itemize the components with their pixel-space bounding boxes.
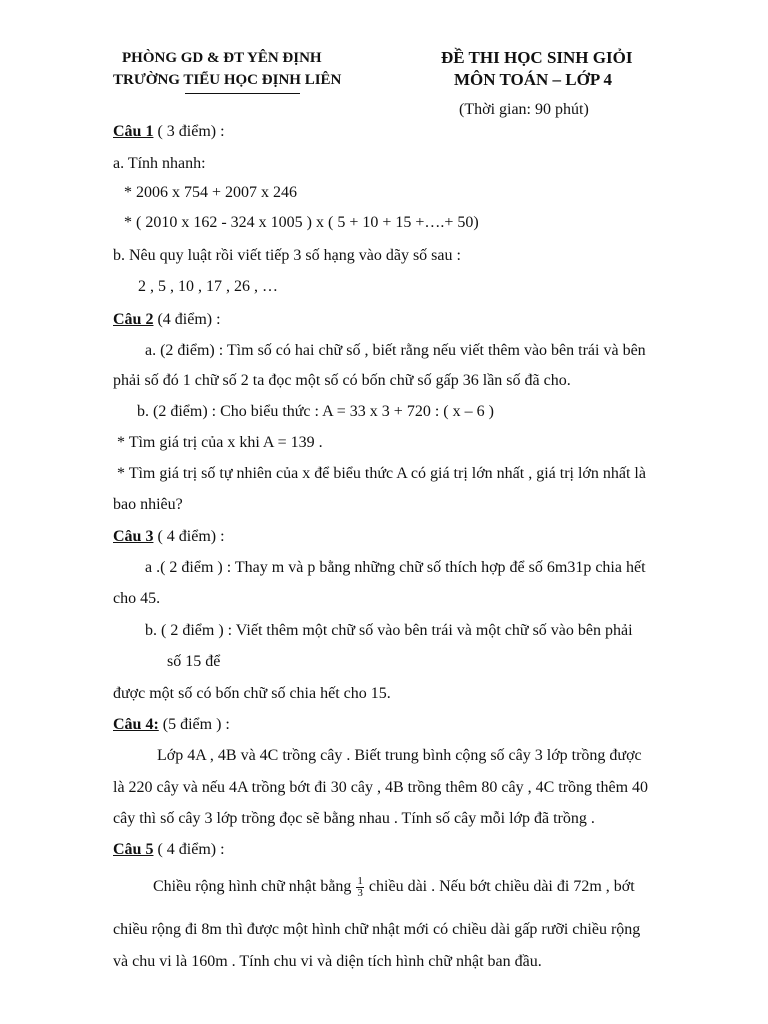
q2-part-a-line2: phải số đó 1 chữ số 2 ta đọc một số có bốn chữ số gấp 36 lần số đã cho. bbox=[113, 372, 571, 389]
q2-points: (4 điểm) : bbox=[153, 311, 221, 328]
q1-expression-1: * 2006 x 754 + 2007 x 246 bbox=[124, 184, 298, 201]
exam-subject: MÔN TOÁN – LỚP 4 bbox=[454, 70, 613, 89]
q2-title: Câu 2 bbox=[113, 311, 154, 328]
q5-title: Câu 5 bbox=[113, 841, 154, 858]
q3-part-a-line1: a .( 2 điểm ) : Thay m và p bằng những chữ số thích hợp để số 6m31p chia hết bbox=[145, 559, 646, 576]
q2-part-a-line1: a. (2 điểm) : Tìm số có hai chữ số , biết rằng nếu viết thêm vào bên trái và bên bbox=[145, 342, 646, 359]
q4-title: Câu 4: bbox=[113, 716, 159, 733]
exam-title: ĐỀ THI HỌC SINH GIỎI bbox=[441, 48, 633, 67]
one-third-fraction bbox=[356, 876, 364, 899]
q5-line3: và chu vi là 160m . Tính chu vi và diện tích hình chữ nhật ban đầu. bbox=[113, 953, 542, 970]
q3-title: Câu 3 bbox=[113, 528, 154, 545]
q1-sequence: 2 , 5 , 10 , 17 , 26 , … bbox=[138, 278, 278, 295]
q3-part-b-line3: được một số có bốn chữ số chia hết cho 15. bbox=[113, 685, 391, 702]
q1-part-a: a. Tính nhanh: bbox=[113, 155, 206, 172]
department-name: PHÒNG GD & ĐT YÊN ĐỊNH bbox=[122, 50, 322, 66]
q3-part-b-line2: số 15 để bbox=[167, 653, 221, 670]
q5-line2: chiều rộng đi 8m thì được một hình chữ nhật mới có chiều dài gấp rưỡi chiều rộng bbox=[113, 921, 641, 938]
q5-points: ( 4 điểm) : bbox=[153, 841, 225, 858]
q2-heading bbox=[113, 310, 221, 330]
school-name: TRƯỜNG TIỂU HỌC ĐỊNH LIÊN bbox=[113, 72, 342, 88]
q5-heading bbox=[113, 840, 225, 860]
q2-part-b-item1: * Tìm giá trị của x khi A = 139 . bbox=[117, 434, 323, 451]
q1-heading bbox=[113, 122, 225, 142]
q5-line1-end: chiều dài . Nếu bớt chiều dài đi 72m , bớt bbox=[368, 878, 635, 895]
q2-part-b: b. (2 điểm) : Cho biểu thức : A = 33 x 3 + 720 : ( x – 6 ) bbox=[137, 403, 494, 420]
q3-part-b-line1: b. ( 2 điểm ) : Viết thêm một chữ số vào bên trái và một chữ số vào bên phải bbox=[145, 622, 633, 639]
q1-expression-2: * ( 2010 x 162 - 324 x 1005 ) x ( 5 + 10 + 15 +….+ 50) bbox=[124, 214, 479, 231]
q4-line2: là 220 cây và nếu 4A trồng bớt đi 30 cây , 4B trồng thêm 80 cây , 4C trồng thêm 40 bbox=[113, 779, 649, 796]
q3-points: ( 4 điểm) : bbox=[153, 528, 225, 545]
q1-part-b: b. Nêu quy luật rồi viết tiếp 3 số hạng vào dãy số sau : bbox=[113, 247, 461, 264]
q4-points: (5 điểm ) : bbox=[158, 716, 230, 733]
q4-line1: Lớp 4A , 4B và 4C trồng cây . Biết trung bình cộng số cây 3 lớp trồng được bbox=[157, 747, 642, 764]
q4-line3: cây thì số cây 3 lớp trồng đọc sẽ bằng nhau . Tính số cây mỗi lớp đã trồng . bbox=[113, 810, 595, 827]
exam-duration: (Thời gian: 90 phút) bbox=[459, 101, 589, 118]
q5-line1-start: Chiều rộng hình chữ nhật bằng bbox=[153, 878, 352, 895]
q5-line1 bbox=[153, 872, 635, 902]
q1-points: ( 3 điểm) : bbox=[153, 123, 225, 140]
q2-part-b-item2-line2: bao nhiêu? bbox=[113, 496, 183, 513]
q2-part-b-item2-line1: * Tìm giá trị số tự nhiên của x để biểu thức A có giá trị lớn nhất , giá trị lớn nhất là bbox=[117, 465, 646, 482]
q3-heading bbox=[113, 527, 225, 547]
q1-title: Câu 1 bbox=[113, 123, 154, 140]
q4-heading bbox=[113, 715, 230, 735]
header-rule bbox=[185, 93, 300, 94]
fraction-denominator: 3 bbox=[357, 886, 363, 899]
fraction-numerator: 1 bbox=[357, 874, 363, 887]
q3-part-a-line2: cho 45. bbox=[113, 590, 161, 607]
